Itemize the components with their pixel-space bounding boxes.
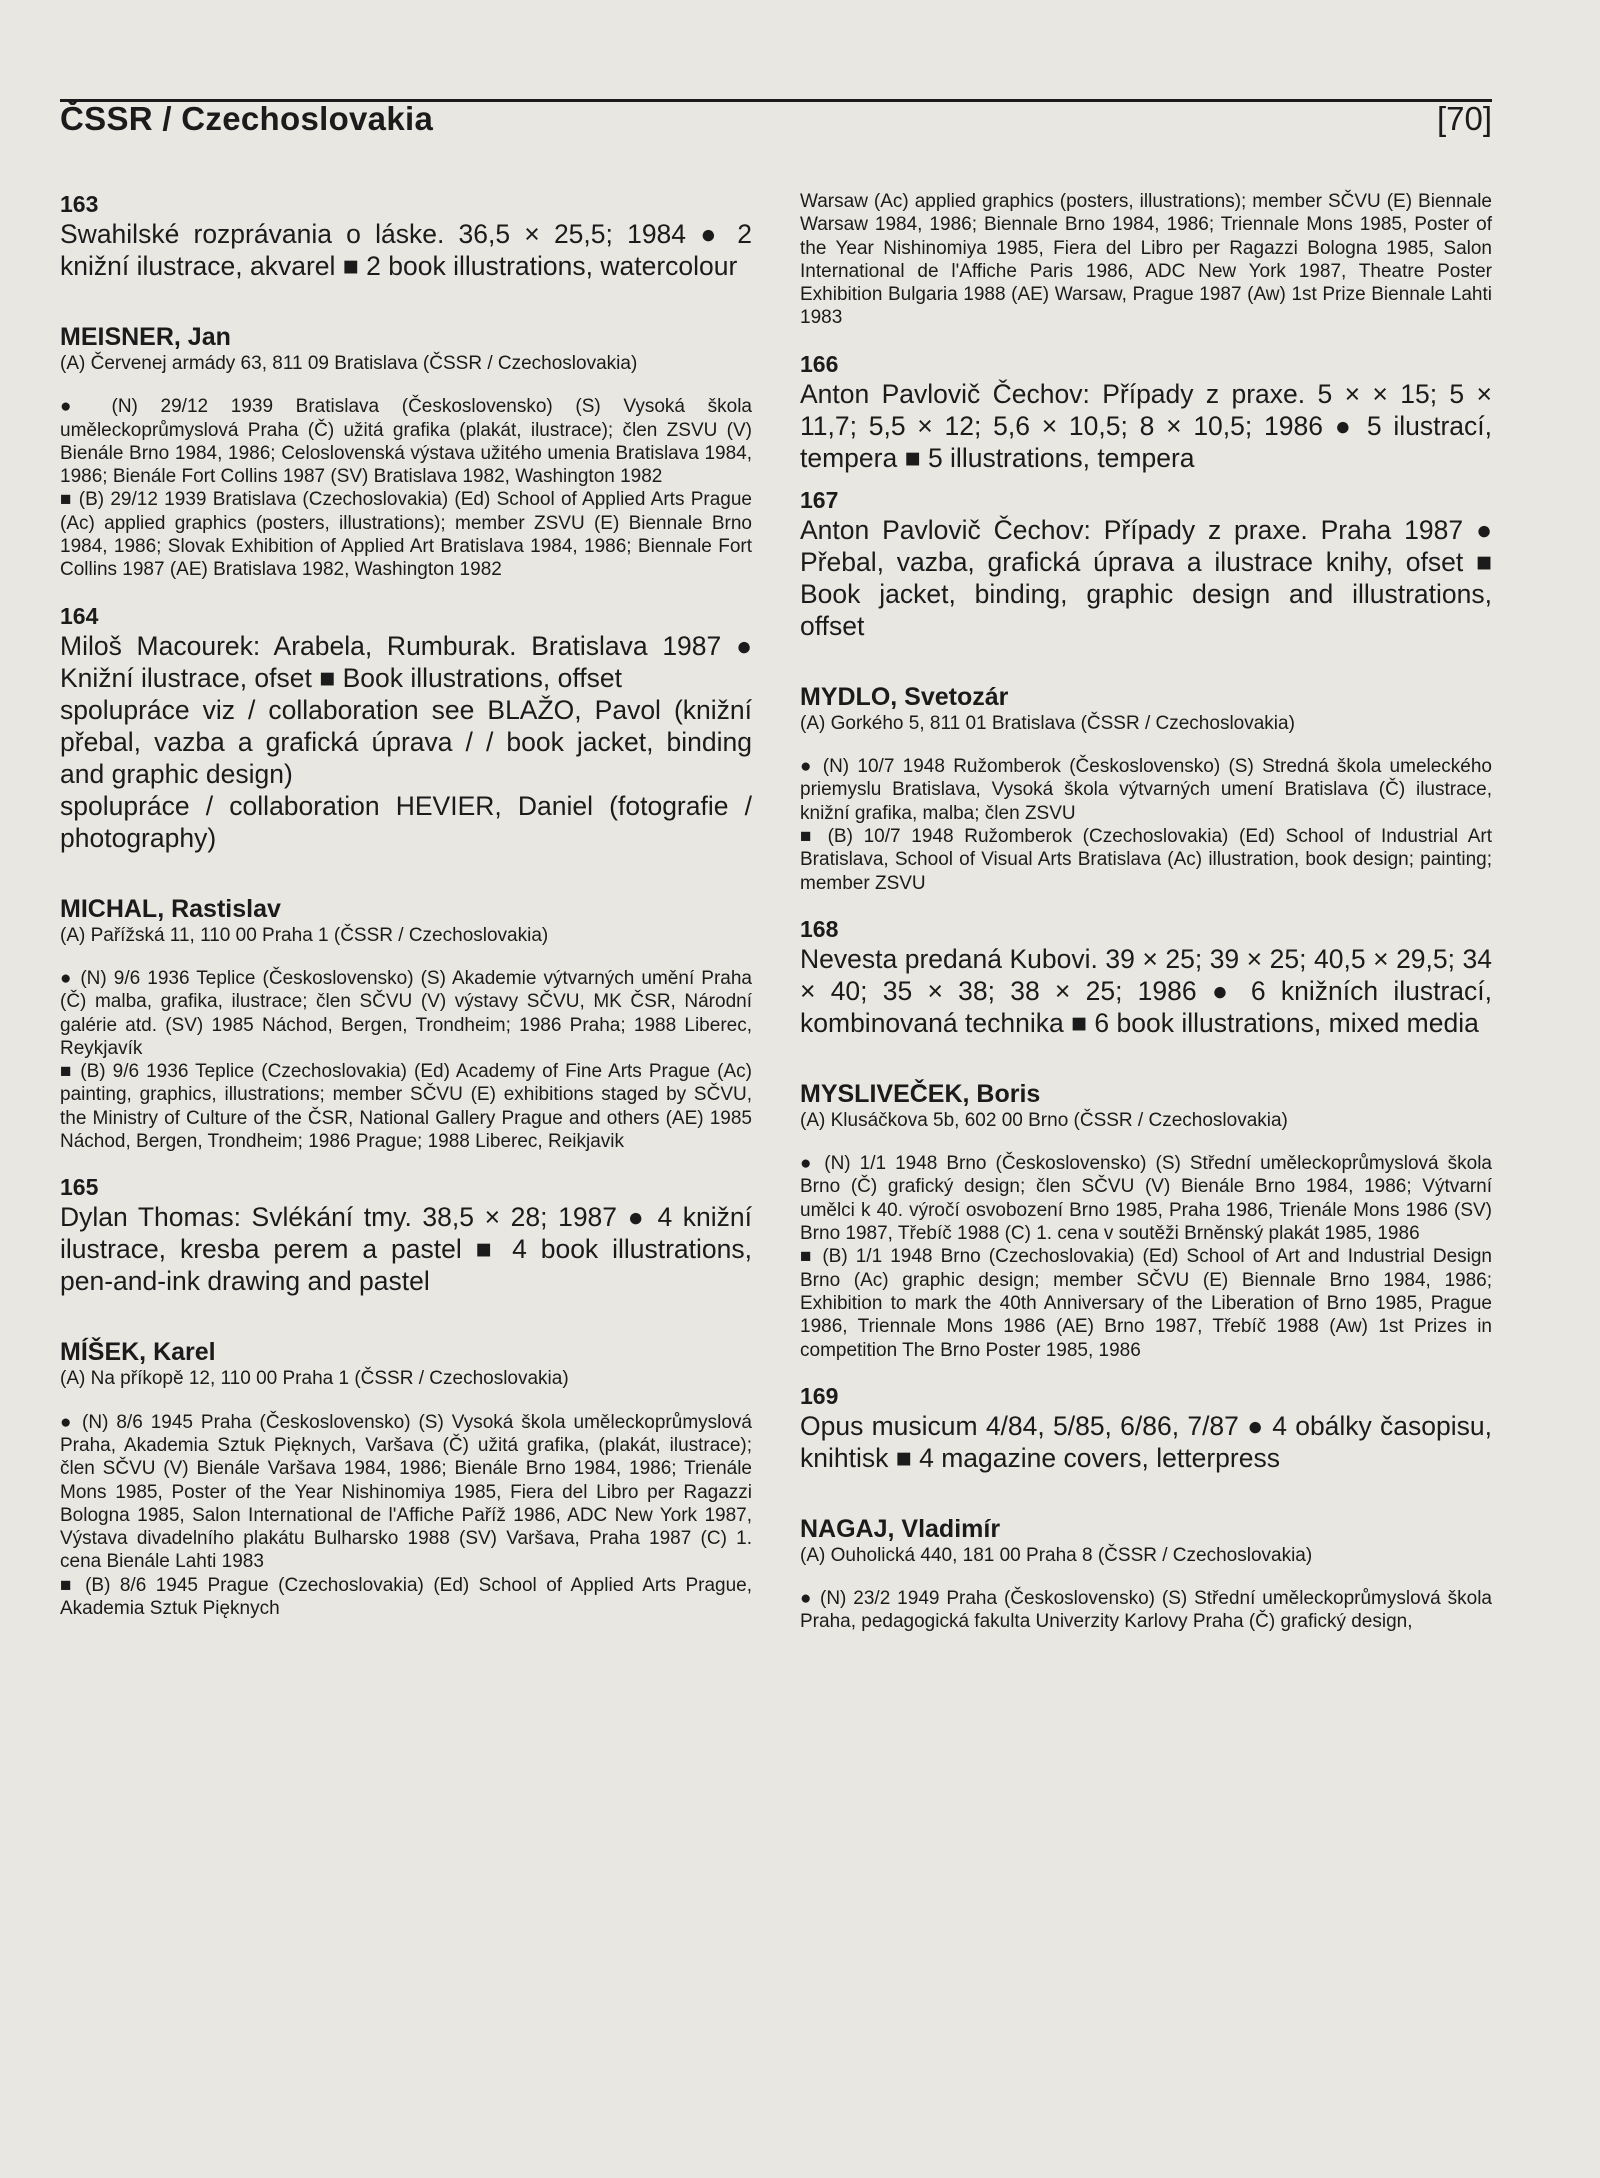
work-number-167: 167 xyxy=(800,486,839,513)
left-column xyxy=(60,190,752,1620)
work-collaboration-164-b: spolupráce / collaboration HEVIER, Daniel (fotografie / photography) xyxy=(60,790,752,853)
work-description-167: Anton Pavlovič Čechov: Případy z praxe. Praha 1987 ● Přebal, vazba, grafická úprava a ilustrace knihy, ofset ■ Book jacket, binding, graphic design and illustrations, offset xyxy=(800,514,1492,641)
work-number-169: 169 xyxy=(800,1382,839,1409)
artist-name-misek: MÍŠEK, Karel xyxy=(60,1338,216,1367)
artist-name-meisner: MEISNER, Jan xyxy=(60,323,231,351)
artist-address-michal: (A) Pařížská 11, 110 00 Praha 1 (ČSSR / Czechoslovakia) xyxy=(60,924,549,946)
artist-bio-en-misek: ■ (B) 8/6 1945 Prague (Czechoslovakia) (Ed) School of Applied Arts Prague, Akademia Sztuk Pięknych xyxy=(60,1574,752,1620)
artist-bio-cz-myslivecek: ● (N) 1/1 1948 Brno (Československo) (S) Střední uměleckoprůmyslová škola Brno (Č) grafický design; člen SČVU (V) Bienále Brno 1984, 1986; Výtvarní umělci k 40. výročí osvobození Brno 1985, Praha 1986, Trienále Mons 1986 (SV) Brno 1987, Třebíč 1988 (C) 1. cena v soutěži Brněnský plakát 1985, 1986 xyxy=(800,1153,1492,1245)
work-description-163: Swahilské rozprávania o láske. 36,5 × 25,5; 1984 ● 2 knižní ilustrace, akvarel ■ 2 book illustrations, watercolour xyxy=(60,219,752,281)
page-title: ČSSR / Czechoslovakia xyxy=(60,100,434,137)
artist-bio-cz-mydlo: ● (N) 10/7 1948 Ružomberok (Československo) (S) Stredná škola umeleckého priemyslu Bratislava, Vysoká škola výtvarných umení Bratislava (Č) ilustrace, knižní grafika, malba; člen ZSVU xyxy=(800,756,1492,824)
artist-name-michal: MICHAL, Rastislav xyxy=(60,894,281,923)
work-number-168: 168 xyxy=(800,915,839,942)
artist-address-nagaj: (A) Ouholická 440, 181 00 Praha 8 (ČSSR / Czechoslovakia) xyxy=(800,1544,1313,1566)
artist-bio-en-meisner: ■ (B) 29/12 1939 Bratislava (Czechoslovakia) (Ed) School of Applied Arts Prague (Ac) applied graphics (posters, illustrations); member ZSVU (E) Biennale Brno 1984, 1986; Slovak Exhibition of Applied Art Bratislava 1984, 1986; Biennale Fort Collins 1987 (AE) Bratislava 1982, Washington 1982 xyxy=(60,489,752,581)
work-number-165: 165 xyxy=(60,1174,99,1201)
work-description-166: Anton Pavlovič Čechov: Případy z praxe. 5 × × 15; 5 × 11,7; 5,5 × 12; 5,6 × 10,5; 8 × 10,5; 1986 ● 5 ilustrací, tempera ■ 5 illustrations, tempera xyxy=(800,378,1492,473)
artist-address-meisner: (A) Červenej armády 63, 811 09 Bratislava (ČSSR / Czechoslovakia) xyxy=(60,353,638,374)
artist-bio-en-michal: ■ (B) 9/6 1936 Teplice (Czechoslovakia) (Ed) Academy of Fine Arts Prague (Ac) painting, graphics, illustrations; member SČVU (E) exhibitions staged by SČVU, the Ministry of Culture of the ČSR, National Gallery Prague and others (AE) 1985 Náchod, Bergen, Trondheim; 1986 Prague; 1988 Liberec, Reikjavik xyxy=(60,1061,752,1153)
artist-bio-cz-misek: ● (N) 8/6 1945 Praha (Československo) (S) Vysoká škola uměleckoprůmyslová Praha, Akademia Sztuk Pięknych, Varšava (Č) užitá grafika, (plakát, ilustrace); člen SČVU (V) Bienále Varšava 1984, 1986; Bienále Brno 1984, 1986; Trienále Mons 1985, Poster of the Year Nishinomiya 1985, Fiera del Libro per Ragazzi Bologna 1985, Salon International de l'Affiche Paříž 1986, ADC New York 1987, Výstava divadelního plakátu Bulharsko 1988 (SV) Varšava, Praha 1987 (C) 1. cena Bienále Lahti 1983 xyxy=(60,1411,752,1573)
artist-bio-cz-nagaj: ● (N) 23/2 1949 Praha (Československo) (S) Střední uměleckoprůmyslová škola Praha, pedagogická fakulta Univerzity Karlovy Praha (Č) grafický design, xyxy=(800,1588,1492,1633)
work-collaboration-164-a: spolupráce viz / collaboration see BLAŽO, Pavol (knižní přebal, vazba a grafická úprava / / book jacket, binding and graphic design) xyxy=(60,694,752,789)
artist-bio-en-myslivecek: ■ (B) 1/1 1948 Brno (Czechoslovakia) (Ed) School of Art and Industrial Design Brno (Ac) graphic design; member SČVU (E) Biennale Brno 1984, 1986; Exhibition to mark the 40th Anniversary of the Liberation of Brno 1985, Prague 1986, Triennale Mons 1986 (AE) Brno 1987, Třebíč 1988 (Aw) 1st Prizes in competition The Brno Poster 1985, 1986 xyxy=(800,1246,1492,1361)
artist-name-myslivecek: MYSLIVEČEK, Boris xyxy=(800,1079,1041,1108)
artist-name-mydlo: MYDLO, Svetozár xyxy=(800,682,1009,711)
work-description-168: Nevesta predaná Kubovi. 39 × 25; 39 × 25; 40,5 × 29,5; 34 × 40; 35 × 38; 38 × 25; 1986 ● 6 knižních ilustrací, kombinovaná technika ■ 6 book illustrations, mixed media xyxy=(800,943,1492,1038)
work-number-163: 163 xyxy=(60,191,99,217)
artist-bio-en-misek-continued: Warsaw (Ac) applied graphics (posters, illustrations); member SČVU (E) Biennale Warsaw 1984, 1986; Biennale Brno 1984, 1986; Triennale Mons 1985, Poster of the Year Nishinomiya 1985, Fiera del Libro per Ragazzi Bologna 1985, Salon International de l'Affiche Paris 1986, ADC New York 1987, Theatre Poster Exhibition Bulgaria 1988 (AE) Warsaw, Prague 1987 (Aw) 1st Prize Biennale Lahti 1983 xyxy=(800,191,1492,329)
artist-bio-cz-meisner: ● (N) 29/12 1939 Bratislava (Československo) (S) Vysoká škola uměleckoprůmyslová Praha (Č) užitá grafika (plakát, ilustrace); člen ZSVU (V) Bienále Brno 1984, 1986; Celoslovenská výstava užitého umenia Bratislava 1984, 1986; Bienále Fort Collins 1987 (SV) Bratislava 1982, Washington 1982 xyxy=(60,396,752,488)
artist-name-nagaj: NAGAJ, Vladimír xyxy=(800,1514,1001,1543)
work-description-164: Miloš Macourek: Arabela, Rumburak. Bratislava 1987 ● Knižní ilustrace, ofset ■ Book illustrations, offset xyxy=(60,630,752,693)
work-number-166: 166 xyxy=(800,350,839,377)
page-number: [70] xyxy=(1436,100,1492,137)
artist-bio-en-mydlo: ■ (B) 10/7 1948 Ružomberok (Czechoslovakia) (Ed) School of Industrial Art Bratislava, School of Visual Arts Bratislava (Ac) illustration, book design; painting; member ZSVU xyxy=(800,825,1492,894)
artist-address-misek: (A) Na příkopě 12, 110 00 Praha 1 (ČSSR / Czechoslovakia) xyxy=(60,1368,569,1390)
work-description-165: Dylan Thomas: Svlékání tmy. 38,5 × 28; 1987 ● 4 knižní ilustrace, kresba perem a pastel ■ 4 book illustrations, pen-and-ink drawing and pastel xyxy=(60,1202,752,1297)
artist-address-mydlo: (A) Gorkého 5, 811 01 Bratislava (ČSSR / Czechoslovakia) xyxy=(800,712,1295,734)
right-column xyxy=(800,190,1492,1634)
work-description-169: Opus musicum 4/84, 5/85, 6/86, 7/87 ● 4 obálky časopisu, knihtisk ■ 4 magazine covers, letterpress xyxy=(800,1410,1492,1473)
artist-bio-cz-michal: ● (N) 9/6 1936 Teplice (Československo) (S) Akademie výtvarných umění Praha (Č) malba, grafika, ilustrace; člen SČVU (V) výstavy SČVU, MK ČSR, Národní galérie atd. (SV) 1985 Náchod, Bergen, Trondheim; 1986 Praha; 1988 Liberec, Reykjavík xyxy=(60,967,752,1059)
work-number-164: 164 xyxy=(60,602,99,629)
artist-address-myslivecek: (A) Klusáčkova 5b, 602 00 Brno (ČSSR / Czechoslovakia) xyxy=(800,1109,1288,1131)
